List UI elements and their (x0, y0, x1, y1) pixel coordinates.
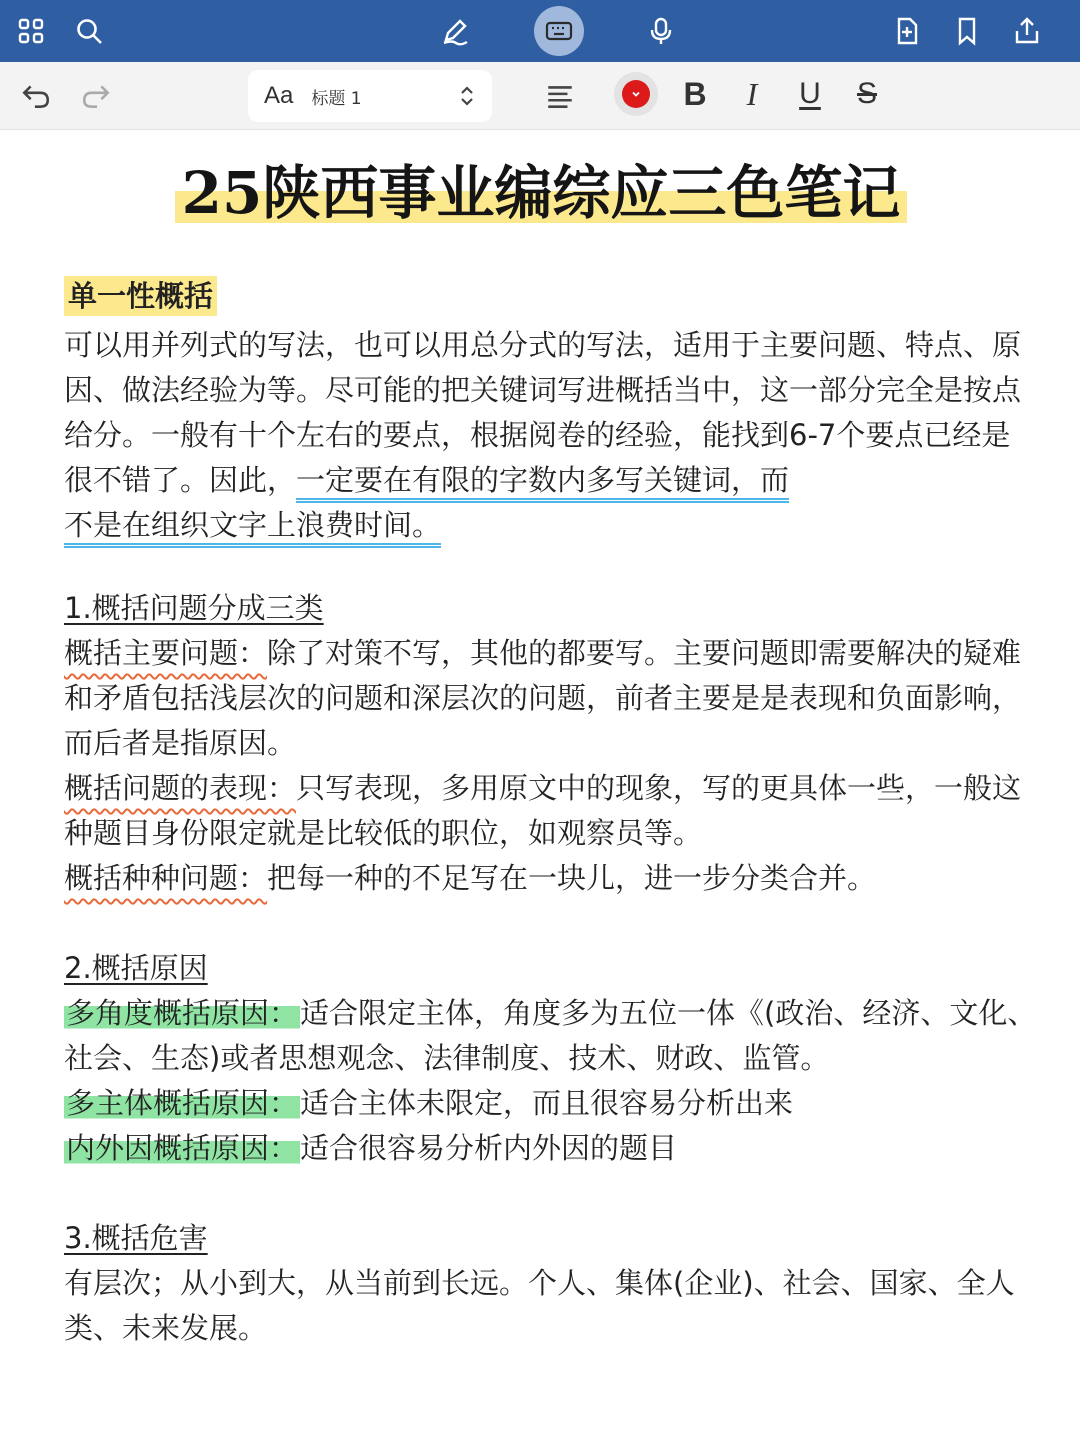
underlined-key-text-cont: 不是在组织文字上浪费时间。 (64, 508, 441, 548)
item-text: 适合很容易分析内外因的题目 (300, 1131, 678, 1165)
page-title: 25陕西事业编综应三色笔记 (181, 159, 901, 227)
section-text: 有层次；从小到大，从当前到长远。个人、集体(企业)、社会、国家、全人类、未来发展。 (64, 1266, 1015, 1345)
item-label: 概括种种问题： (64, 861, 268, 895)
format-toolbar (0, 62, 1080, 130)
section-3 (64, 1216, 1039, 1351)
chevron-down-icon (630, 88, 642, 100)
align-icon[interactable] (540, 76, 580, 116)
text-color-button[interactable] (614, 72, 658, 116)
item-label: 多角度概括原因： (66, 996, 299, 1030)
bold-button[interactable]: B (683, 75, 707, 112)
keyboard-button[interactable] (534, 6, 584, 56)
item-text: 适合限定主体，角度多为五位一体《(政治、经济、文化、社会、生态)或者思想观念、法律制度、技术、财政、监管。 (64, 996, 1037, 1075)
section-single-summary (64, 274, 1039, 548)
section-body (64, 323, 1039, 548)
style-name: 标题 1 (311, 88, 362, 109)
chevron-up-down-icon (456, 84, 478, 112)
style-preview: Aa (264, 82, 294, 109)
list-item (64, 1081, 1039, 1126)
item-label: 概括主要问题： (64, 636, 268, 670)
share-icon[interactable] (1004, 8, 1050, 54)
top-app-bar (0, 0, 1080, 62)
underlined-key-text: 一定要在有限的字数内多写关键词，而 (296, 463, 789, 503)
strikethrough-button[interactable]: S (856, 77, 877, 110)
color-swatch (622, 80, 650, 108)
section-title: 3.概括危害 (64, 1221, 208, 1255)
paragraph-style-select[interactable] (248, 70, 492, 122)
item-label: 概括问题的表现： (64, 771, 297, 805)
section-title: 2.概括原因 (64, 951, 208, 985)
item-text: 适合主体未限定，而且很容易分析出来 (300, 1086, 794, 1120)
pen-icon[interactable] (432, 8, 478, 54)
underline-button[interactable]: U (799, 77, 821, 110)
section-heading: 单一性概括 (64, 276, 217, 316)
item-label: 多主体概括原因： (66, 1086, 299, 1120)
item-text: 只写表现，多用原文中的现象，写的更具体一些，一般这种题目身份限定就是比较低的职位，如观察员等。 (64, 771, 1022, 850)
list-item (64, 631, 1039, 766)
add-page-icon[interactable] (884, 8, 930, 54)
microphone-icon[interactable] (638, 8, 684, 54)
item-text: 除了对策不写，其他的都要写。主要问题即需要解决的疑难和矛盾包括浅层次的问题和深层次的问题，前者主要是是表现和负面影响，而后者是指原因。 (64, 636, 1022, 760)
search-icon[interactable] (66, 8, 112, 54)
body-text: 可以用并列式的写法，也可以用总分式的写法，适用于主要问题、特点、原因、做法经验为等。尽可能的把关键词写进概括当中，这一部分完全是按点给分。一般有十个左右的要点，根据阅卷的经验，能找到6-7个要点已经是很不错了。因此， (64, 328, 1022, 497)
keyboard-icon (544, 16, 574, 46)
bookmark-icon[interactable] (944, 8, 990, 54)
section-1 (64, 586, 1039, 901)
list-item (64, 766, 1039, 856)
section-title: 1.概括问题分成三类 (64, 591, 324, 625)
grid-icon[interactable] (8, 8, 54, 54)
redo-icon[interactable] (76, 76, 116, 116)
section-2 (64, 946, 1039, 1171)
list-item (64, 991, 1039, 1081)
undo-icon[interactable] (16, 76, 56, 116)
title-block (175, 153, 907, 233)
item-label: 内外因概括原因： (66, 1131, 299, 1165)
list-item (64, 856, 1039, 901)
italic-button[interactable]: I (746, 75, 758, 112)
item-text: 把每一种的不足写在一块儿，进一步分类合并。 (267, 861, 877, 895)
list-item (64, 1126, 1039, 1171)
